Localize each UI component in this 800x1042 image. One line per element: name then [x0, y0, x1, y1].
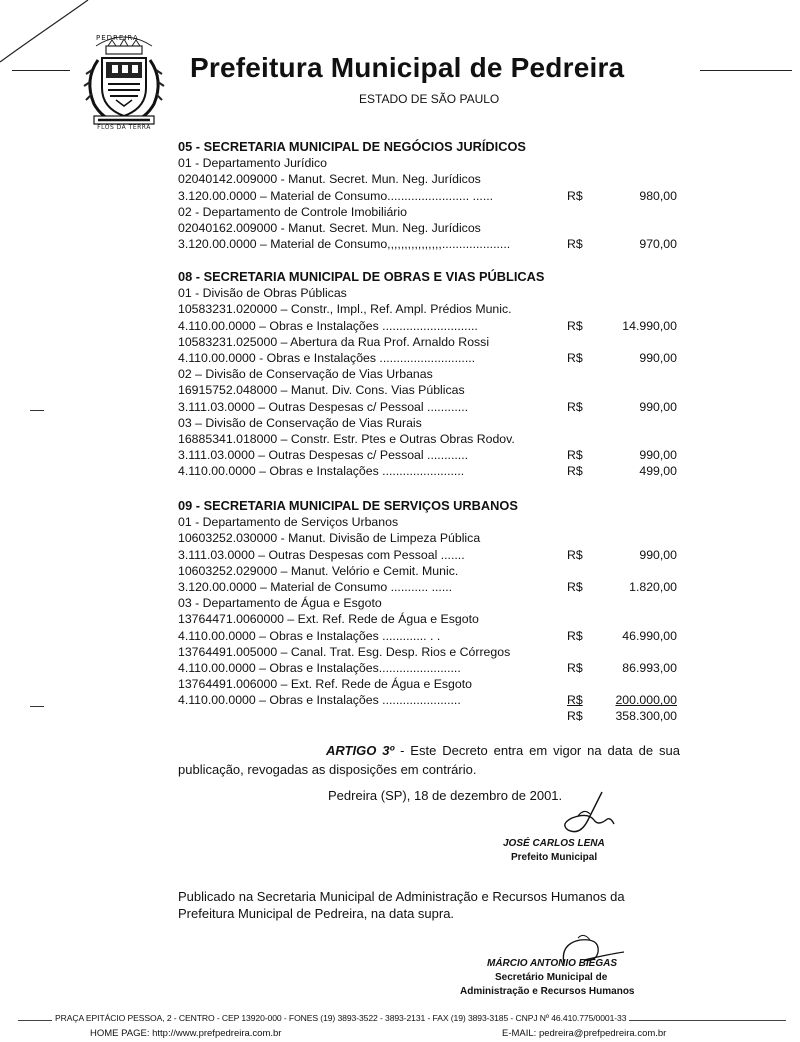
budget-line-description: 10603252.029000 – Manut. Velório e Cemit. Munic. [178, 563, 459, 578]
crest-top-text: PEDREIRA [96, 34, 139, 42]
budget-line [178, 318, 683, 334]
margin-mark [30, 706, 44, 707]
budget-line [178, 676, 683, 692]
budget-line-description: 3.111.03.0000 – Outras Despesas c/ Pessoal ............ [178, 448, 469, 463]
budget-line-description: 10583231.025000 – Abertura da Rua Prof. Arnaldo Rossi [178, 334, 490, 349]
budget-line [178, 285, 683, 301]
budget-line [178, 399, 683, 415]
date-line: Pedreira (SP), 18 de dezembro de 2001. [328, 788, 563, 803]
page-title: Prefeitura Municipal de Pedreira [190, 52, 625, 83]
budget-line-description: 3.120.00.0000 – Material de Consumo........................ ...... [178, 188, 494, 203]
budget-line [178, 692, 683, 708]
currency-symbol: R$ [567, 318, 583, 333]
budget-line-description: 01 - Departamento de Serviços Urbanos [178, 515, 399, 530]
currency-symbol: R$ [567, 693, 583, 708]
amount-value: 46.990,00 [622, 628, 677, 643]
budget-line [178, 431, 683, 447]
budget-line-description: 4.110.00.0000 – Obras e Instalações ............. . . [178, 628, 441, 643]
budget-line [178, 382, 683, 398]
budget-line [178, 644, 683, 660]
budget-line-description: 10583231.020000 – Constr., Impl., Ref. Ampl. Prédios Munic. [178, 302, 512, 317]
budget-line-description: 01 - Divisão de Obras Públicas [178, 286, 347, 301]
budget-line [178, 563, 683, 579]
budget-line [178, 708, 683, 724]
budget-line [178, 447, 683, 463]
currency-symbol: R$ [567, 628, 583, 643]
budget-line [178, 350, 683, 366]
margin-mark [30, 410, 44, 411]
secretary-department: Administração e Recursos Humanos [460, 986, 635, 997]
budget-line [178, 366, 683, 382]
budget-line-description: 13764491.005000 – Canal. Trat. Esg. Desp. Rios e Córregos [178, 644, 511, 659]
amount-value: 358.300,00 [615, 709, 677, 724]
amount-value: 990,00 [639, 350, 677, 365]
amount-value: 499,00 [639, 464, 677, 479]
currency-symbol: R$ [567, 237, 583, 252]
budget-line [178, 628, 683, 644]
city-coat-of-arms-icon [76, 30, 172, 134]
budget-line-description: 3.120.00.0000 – Material de Consumo,,,,,,,,,,,,,,,,.................... [178, 237, 511, 252]
secretary-name: MÁRCIO ANTONIO BIEGAS [487, 958, 618, 969]
currency-symbol: R$ [567, 660, 583, 675]
budget-line [178, 204, 683, 220]
amount-value: 1.820,00 [629, 579, 677, 594]
header-rule-left [12, 70, 70, 71]
budget-line-description: 03 – Divisão de Conservação de Vias Rurais [178, 415, 422, 430]
amount-value: 14.990,00 [622, 318, 677, 333]
section-obras-vias-publicas [178, 269, 683, 479]
budget-line-description: 16915752.048000 – Manut. Div. Cons. Vias Públicas [178, 383, 465, 398]
amount-value: 990,00 [639, 399, 677, 414]
budget-line [178, 547, 683, 563]
currency-symbol: R$ [567, 579, 583, 594]
amount-value: 86.993,00 [622, 660, 677, 675]
budget-line [178, 463, 683, 479]
section-heading: 09 - SECRETARIA MUNICIPAL DE SERVIÇOS URBANOS [178, 498, 518, 513]
section-heading: 08 - SECRETARIA MUNICIPAL DE OBRAS E VIAS PÚBLICAS [178, 269, 545, 284]
budget-line [178, 334, 683, 350]
footer-address: PRAÇA EPITÁCIO PESSOA, 2 - CENTRO - CEP 13920-000 - FONES (19) 3893-3522 - 3893-2131 - FAX (19) 3893-3185 - CNPJ Nº 46.410.775/0001-33 [52, 1013, 629, 1023]
amount-value: 990,00 [639, 448, 677, 463]
currency-symbol: R$ [567, 464, 583, 479]
section-negocios-juridicos [178, 139, 683, 252]
amount-value: 970,00 [639, 237, 677, 252]
budget-line-description: 4.110.00.0000 – Obras e Instalações ....................... [178, 693, 461, 708]
budget-line [178, 579, 683, 595]
budget-line [178, 530, 683, 546]
budget-line [178, 611, 683, 627]
budget-line [178, 188, 683, 204]
budget-line-description: 16885341.018000 – Constr. Estr. Ptes e Outras Obras Rodov. [178, 431, 515, 446]
budget-line-description: 4.110.00.0000 – Obras e Instalações........................ [178, 660, 461, 675]
budget-line-description: 01 - Departamento Jurídico [178, 156, 328, 171]
budget-line [178, 155, 683, 171]
amount-value: 980,00 [639, 188, 677, 203]
budget-line-description: 13764471.0060000 – Ext. Ref. Rede de Água e Esgoto [178, 612, 479, 627]
budget-line-description: 4.110.00.0000 – Obras e Instalações ............................ [178, 318, 478, 333]
budget-line [178, 301, 683, 317]
header-rule-right [700, 70, 792, 71]
budget-line [178, 171, 683, 187]
budget-line-description: 10603252.030000 - Manut. Divisão de Limpeza Pública [178, 531, 481, 546]
budget-line-description: 4.110.00.0000 – Obras e Instalações ........................ [178, 464, 465, 479]
budget-line [178, 415, 683, 431]
mayor-role: Prefeito Municipal [511, 852, 598, 863]
budget-line [178, 514, 683, 530]
section-heading: 05 - SECRETARIA MUNICIPAL DE NEGÓCIOS JURÍDICOS [178, 139, 526, 154]
budget-line-description: 02040142.009000 - Manut. Secret. Mun. Neg. Jurídicos [178, 172, 481, 187]
budget-line-description: 4.110.00.0000 - Obras e Instalações ............................ [178, 350, 476, 365]
artigo-text: - Este Decreto entra em vigor na data de sua publicação, revogadas as disposições em contrário. [178, 743, 680, 777]
budget-line-description: 3.111.03.0000 – Outras Despesas com Pessoal ....... [178, 547, 465, 562]
currency-symbol: R$ [567, 399, 583, 414]
budget-line-description: 03 - Departamento de Água e Esgoto [178, 596, 382, 611]
budget-line [178, 660, 683, 676]
budget-line-description: 02 - Departamento de Controle Imobiliário [178, 204, 407, 219]
currency-symbol: R$ [567, 448, 583, 463]
mayor-name: JOSÉ CARLOS LENA [503, 838, 605, 849]
section-servicos-urbanos [178, 498, 683, 725]
budget-line [178, 595, 683, 611]
budget-line [178, 220, 683, 236]
mayor-signature-icon [558, 790, 618, 840]
artigo-paragraph [178, 741, 680, 779]
budget-line-description: 02040162.009000 - Manut. Secret. Mun. Neg. Jurídicos [178, 220, 481, 235]
currency-symbol: R$ [567, 547, 583, 562]
secretary-role: Secretário Municipal de [495, 972, 608, 983]
budget-line-description: 3.111.03.0000 – Outras Despesas c/ Pessoal ............ [178, 399, 469, 414]
state-subtitle: ESTADO DE SÃO PAULO [359, 92, 500, 106]
footer-email: E-MAIL: pedreira@prefpedreira.com.br [502, 1028, 667, 1039]
budget-line-description: 13764491.006000 – Ext. Ref. Rede de Água e Esgoto [178, 677, 472, 692]
amount-value: 990,00 [639, 547, 677, 562]
footer-homepage: HOME PAGE: http://www.prefpedreira.com.br [90, 1028, 282, 1039]
publication-note: Publicado na Secretaria Municipal de Administração e Recursos Humanos da Prefeitura Municipal de Pedreira, na data supra. [178, 889, 625, 921]
budget-line-description: 02 – Divisão de Conservação de Vias Urbanas [178, 367, 433, 382]
amount-value: 200.000,00 [615, 693, 677, 708]
currency-symbol: R$ [567, 188, 583, 203]
budget-line-description: 3.120.00.0000 – Material de Consumo ........... ...... [178, 579, 453, 594]
currency-symbol: R$ [567, 709, 583, 724]
currency-symbol: R$ [567, 350, 583, 365]
crest-motto: FLOS DA TERRA [97, 124, 151, 131]
artigo-label: ARTIGO 3º [326, 743, 395, 758]
budget-line [178, 236, 683, 252]
